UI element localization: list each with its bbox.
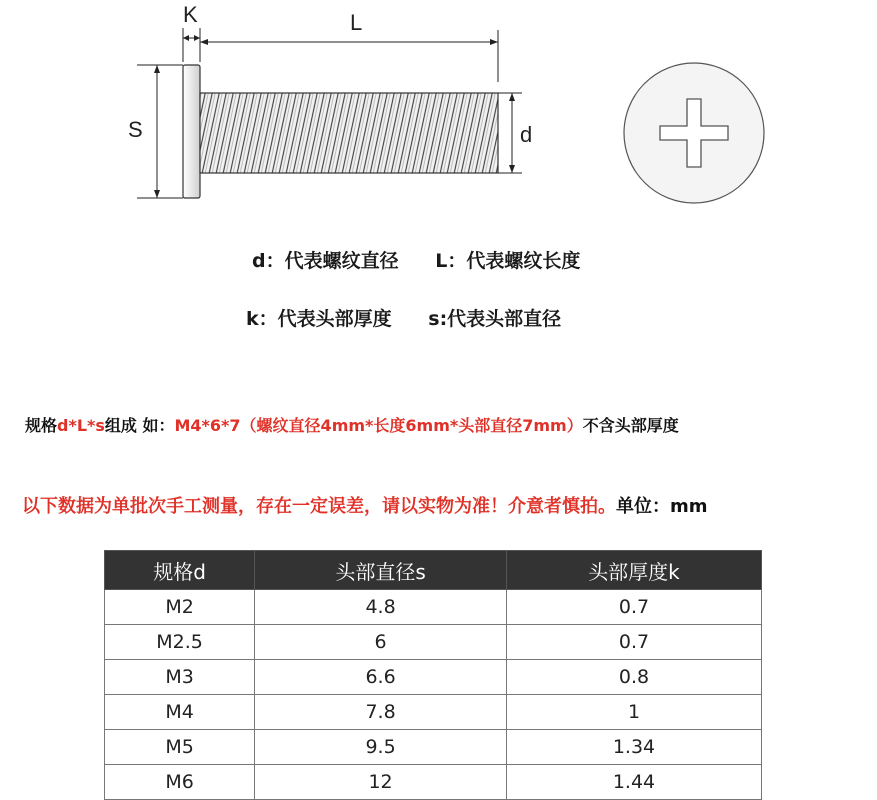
- l-definition: L：代表螺纹长度: [435, 250, 581, 272]
- unit-label: 单位：mm: [616, 496, 708, 517]
- cell-head-thickness: 0.7: [506, 625, 761, 660]
- screw-diagram: [0, 0, 877, 230]
- spec-example: M4*6*7（螺纹直径4mm*长度6mm*头部直径7mm）: [174, 416, 583, 435]
- d-dimension: [498, 93, 532, 173]
- s-label: S: [128, 117, 143, 142]
- header-size: 规格d: [105, 551, 255, 590]
- phillips-head-icon: [624, 63, 764, 203]
- cell-head-thickness: 1.34: [506, 730, 761, 765]
- cell-head-diameter: 4.8: [255, 590, 507, 625]
- spec-middle: 组成 如：: [104, 416, 175, 435]
- cell-head-thickness: 0.8: [506, 660, 761, 695]
- s-definition: s:代表头部直径: [428, 308, 562, 330]
- spec-prefix: 规格: [25, 416, 58, 435]
- cell-head-diameter: 6.6: [255, 660, 507, 695]
- screw-head: [183, 65, 200, 198]
- l-dimension: [200, 10, 498, 82]
- spec-table: [104, 550, 762, 800]
- table-row: [105, 660, 762, 695]
- table-header-row: [105, 551, 762, 590]
- spec-formula: d*L*s: [57, 416, 105, 435]
- cell-size: M6: [105, 765, 255, 800]
- measurement-notice: [22, 492, 708, 518]
- legend-row-2: [246, 304, 591, 331]
- cell-head-thickness: 0.7: [506, 590, 761, 625]
- k-definition: k：代表头部厚度: [246, 308, 392, 330]
- table-row: [105, 590, 762, 625]
- table-row: [105, 695, 762, 730]
- cell-head-diameter: 6: [255, 625, 507, 660]
- d-definition: d：代表螺纹直径: [252, 250, 399, 272]
- cell-size: M4: [105, 695, 255, 730]
- cell-size: M2.5: [105, 625, 255, 660]
- l-label: L: [350, 10, 363, 35]
- spec-format-line: [25, 413, 679, 436]
- k-label: K: [183, 2, 198, 27]
- cell-head-diameter: 9.5: [255, 730, 507, 765]
- s-dimension: [128, 65, 183, 198]
- cell-head-diameter: 12: [255, 765, 507, 800]
- legend-row-1: [252, 246, 610, 273]
- k-dimension: [183, 2, 200, 62]
- table-row: [105, 625, 762, 660]
- cell-size: M3: [105, 660, 255, 695]
- cell-head-thickness: 1.44: [506, 765, 761, 800]
- d-label: d: [520, 122, 533, 147]
- cell-size: M2: [105, 590, 255, 625]
- header-head-diameter: 头部直径s: [255, 551, 507, 590]
- cell-head-thickness: 1: [506, 695, 761, 730]
- screw-thread: [200, 93, 498, 173]
- header-head-thickness: 头部厚度k: [506, 551, 761, 590]
- cell-size: M5: [105, 730, 255, 765]
- cell-head-diameter: 7.8: [255, 695, 507, 730]
- notice-text: 以下数据为单批次手工测量，存在一定误差，请以实物为准！介意者慎拍。: [22, 496, 616, 517]
- spec-suffix: 不含头部厚度: [582, 416, 679, 435]
- table-row: [105, 765, 762, 800]
- table-row: [105, 730, 762, 765]
